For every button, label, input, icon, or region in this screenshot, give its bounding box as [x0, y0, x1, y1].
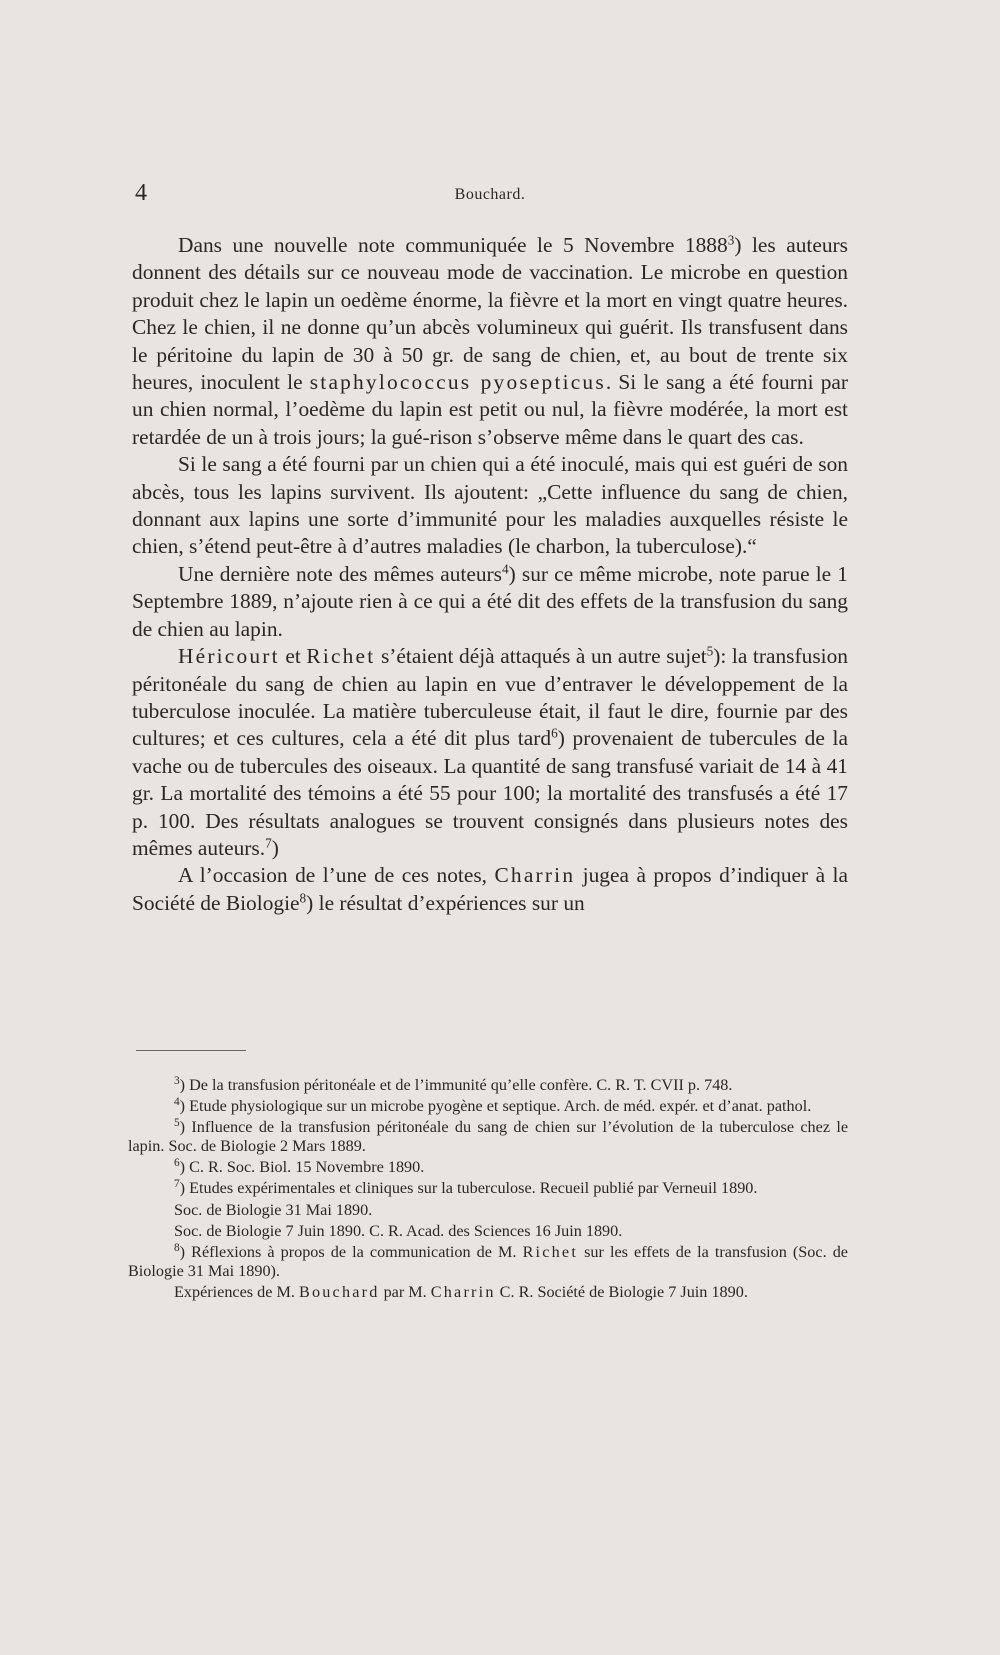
page-number: 4 — [135, 180, 147, 206]
text-run: . Si le sang a été fourni par un chien normal, l’oedème du lapin est petit ou nul, la fièvre modérée, la mort est retardée de un à trois jours; la gué-rison s’observe même dans le quart des cas. — [132, 370, 849, 449]
footnote — [128, 1076, 848, 1095]
footnote-rule — [136, 1050, 246, 1051]
footnote-ref: 5 — [706, 643, 714, 659]
spaced-name: Héricourt — [178, 644, 280, 669]
spaced-name: Charrin — [494, 863, 576, 888]
text-run: ) les auteurs donnent des détails sur ce nouveau mode de vaccination. Le microbe en question produit chez le lapin un oedème énorme, la fièvre et la mort en vingt quatre heures. Chez le chien, il ne donne qu’un abcès volumineux qui guérit. Ils transfusent dans le péritoine du lapin de 30 à 50 gr. de sang de chien, et, au bout de trente six heures, inoculent le — [132, 233, 848, 395]
text-run: C. R. Société de Biologie 7 Juin 1890. — [495, 1282, 748, 1301]
text-run: Soc. de Biologie 7 Juin 1890. C. R. Acad. des Sciences 16 Juin 1890. — [174, 1221, 623, 1240]
text-run: Si le sang a été fourni par un chien qui a été inoculé, mais qui est guéri de son abcès, tous les lapins survivent. Ils ajoutent: „Cette influence du sang de chien, donnant aux lapins une sorte d’immunité pour les maladies auxquelles résiste le chien, s’étend peut-être à d’autres maladies (le charbon, la tuberculose).“ — [132, 452, 848, 559]
text-run: Une dernière note des mêmes auteurs — [178, 561, 502, 586]
footnote-ref: 4 — [502, 561, 509, 577]
text-run: ) sur ce même microbe, note parue le 1 Septembre 1889, n’ajoute rien à ce qui a été dit des effets de la transfusion du sang de chien au lapin. — [132, 561, 848, 641]
footnote — [128, 1118, 848, 1156]
footnote-ref: 8 — [174, 1241, 180, 1254]
text-run: ) le résultat d’expériences sur un — [306, 890, 585, 915]
spaced-name: staphylococcus pyosepticus — [309, 370, 606, 395]
spaced-name: Richet — [306, 644, 376, 669]
text-run: ) De la transfusion péritonéale et de l’immunité qu’elle confère. C. R. T. CVII p. 748. — [179, 1076, 733, 1094]
footnote — [128, 1201, 848, 1220]
text-run: et — [279, 644, 307, 669]
footnote-ref: 6 — [174, 1157, 180, 1170]
paragraph — [132, 561, 848, 643]
footnote-ref: 7 — [265, 835, 272, 851]
text-run: Soc. de Biologie 31 Mai 1890. — [174, 1200, 373, 1219]
footnote — [128, 1222, 848, 1241]
footnotes — [128, 1076, 848, 1304]
running-head: Bouchard. — [454, 186, 526, 203]
body-text — [132, 232, 848, 917]
footnote-ref: 5 — [174, 1116, 180, 1129]
text-run: ) Réflexions à propos de la communication de M. — [179, 1242, 523, 1261]
text-run: s’étaient déjà attaqués à un autre sujet — [375, 644, 707, 669]
footnote-ref: 3 — [727, 232, 735, 248]
spaced-name: Richet — [522, 1242, 579, 1261]
spaced-name: Bouchard — [298, 1282, 380, 1301]
footnote-ref: 6 — [551, 726, 558, 742]
text-run: A l’occasion de l’une de ces notes, — [178, 863, 495, 888]
footnote-ref: 4 — [174, 1095, 180, 1108]
text-run: ) C. R. Soc. Biol. 15 Novembre 1890. — [179, 1158, 425, 1177]
text-run: ) Etude physiologique sur un microbe pyogène et septique. Arch. de méd. expér. et d’anat. pathol. — [179, 1097, 812, 1116]
footnote-ref: 8 — [299, 890, 307, 906]
footnote-ref: 3 — [174, 1074, 180, 1087]
footnote — [128, 1097, 848, 1116]
text-run: sur les effets de la transfusion (Soc. de Biologie 31 Mai 1890). — [128, 1242, 848, 1280]
paragraph — [132, 862, 848, 917]
paragraph — [132, 232, 848, 451]
text-run: Dans une nouvelle note communiquée le 5 Novembre 1888 — [178, 233, 728, 257]
footnote — [128, 1179, 848, 1198]
footnote — [128, 1158, 848, 1177]
footnote — [128, 1243, 848, 1281]
text-run: Expériences de M. — [174, 1282, 299, 1301]
page-header — [135, 180, 845, 210]
text-run: ) Influence de la transfusion péritonéale du sang de chien sur l’évolution de la tuberculose chez le lapin. Soc. de Biologie 2 Mars 1889. — [128, 1118, 848, 1156]
text-run: ) — [271, 835, 279, 860]
paragraph — [132, 643, 848, 862]
footnote — [128, 1283, 848, 1302]
text-run: ): la transfusion péritonéale du sang de chien au lapin en vue d’entraver le développement de la tuberculose inoculée. La matière tuberculeuse était, il faut le dire, fournie par des cultures; et ces cultures, cela a été dit plus tard — [132, 644, 848, 751]
spaced-name: Charrin — [430, 1282, 496, 1301]
text-run: ) provenaient de tubercules de la vache ou de tubercules des oiseaux. La quantité de sang transfusé variait de 14 à 41 gr. La mortalité des témoins a été 55 pour 100; la mortalité des transfusés a été 17 p. 100. Des résultats analogues se trouvent consignés dans plusieurs notes des mêmes auteurs. — [132, 726, 848, 860]
footnote-ref: 7 — [174, 1178, 180, 1191]
text-run: par M. — [379, 1282, 431, 1301]
paragraph — [132, 451, 848, 561]
text-run: ) Etudes expérimentales et cliniques sur la tuberculose. Recueil publié par Verneuil 1890. — [179, 1179, 758, 1198]
text-run: jugea à propos d’indiquer à la Société de Biologie — [132, 863, 848, 915]
